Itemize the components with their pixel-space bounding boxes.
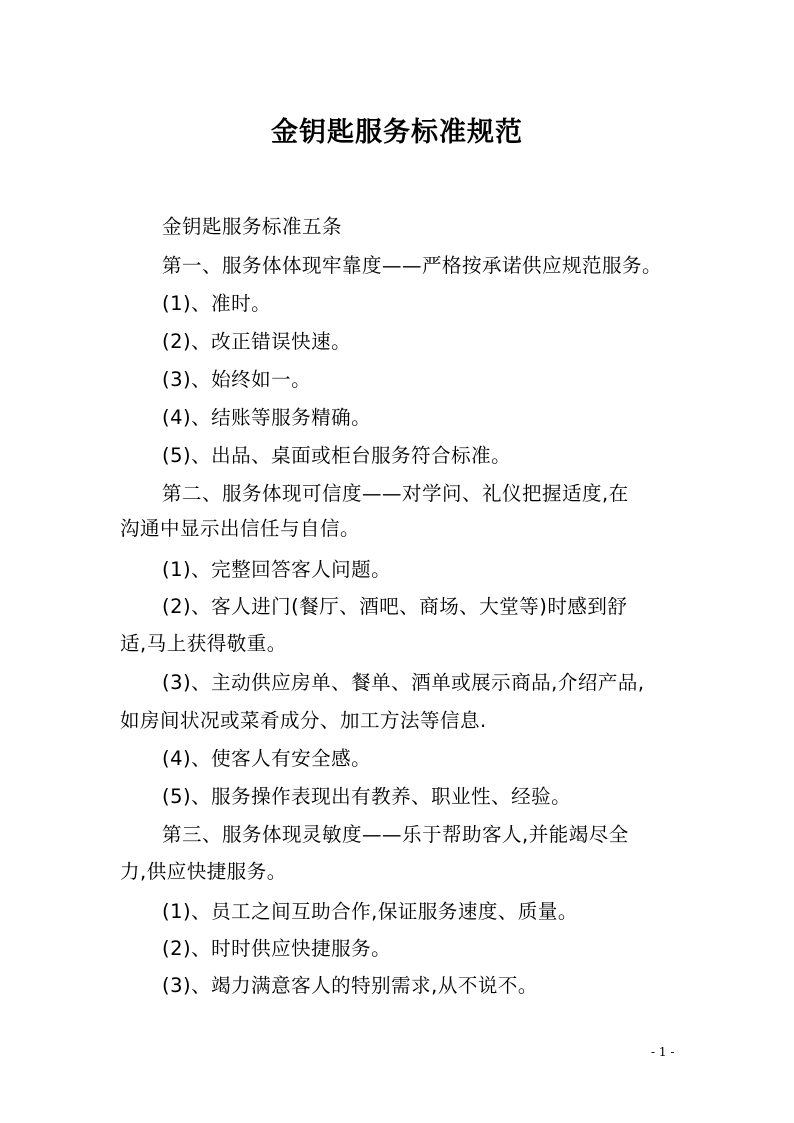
- list-item: (1)、完整回答客人问题。: [162, 558, 392, 581]
- list-item: (4)、结账等服务精确。: [162, 406, 372, 429]
- paragraph-line: 沟通中显示出信任与自信。: [120, 517, 361, 540]
- paragraph-line: 如房间状况或菜肴成分、加工方法等信息.: [120, 709, 487, 732]
- list-item: (2)、时时供应快捷服务。: [162, 937, 392, 960]
- paragraph-line: 第一、服务体体现牢靠度——严格按承诺供应规范服务。: [162, 254, 663, 277]
- list-item: (1)、员工之间互助合作,保证服务速度、质量。: [162, 900, 578, 923]
- list-item: (5)、服务操作表现出有教养、职业性、经验。: [162, 785, 572, 808]
- paragraph-line: 第三、服务体现灵敏度——乐于帮助客人,并能竭尽全: [162, 823, 629, 846]
- list-item: (5)、出品、桌面或柜台服务符合标准。: [162, 444, 512, 467]
- paragraph-line: 适,马上获得敬重。: [120, 632, 287, 655]
- list-item: (4)、使客人有安全感。: [162, 747, 372, 770]
- list-item: (3)、竭力满意客人的特别需求,从不说不。: [162, 974, 538, 997]
- list-item: (3)、始终如一。: [162, 368, 312, 391]
- list-item: (3)、主动供应房单、餐单、酒单或展示商品,介绍产品,: [162, 671, 645, 694]
- list-item: (1)、准时。: [162, 292, 272, 315]
- list-item: (2)、客人进门(餐厅、酒吧、商场、大堂等)时感到舒: [162, 595, 628, 618]
- paragraph-line: 第二、服务体现可信度——对学问、礼仪把握适度,在: [162, 482, 629, 505]
- document-title: 金钥匙服务标准规范: [271, 117, 523, 148]
- paragraph-line: 力,供应快捷服务。: [120, 860, 287, 883]
- list-item: (2)、改正错误快速。: [162, 330, 352, 353]
- page-number: - 1 -: [651, 1045, 675, 1059]
- section-heading: 金钥匙服务标准五条: [162, 215, 343, 238]
